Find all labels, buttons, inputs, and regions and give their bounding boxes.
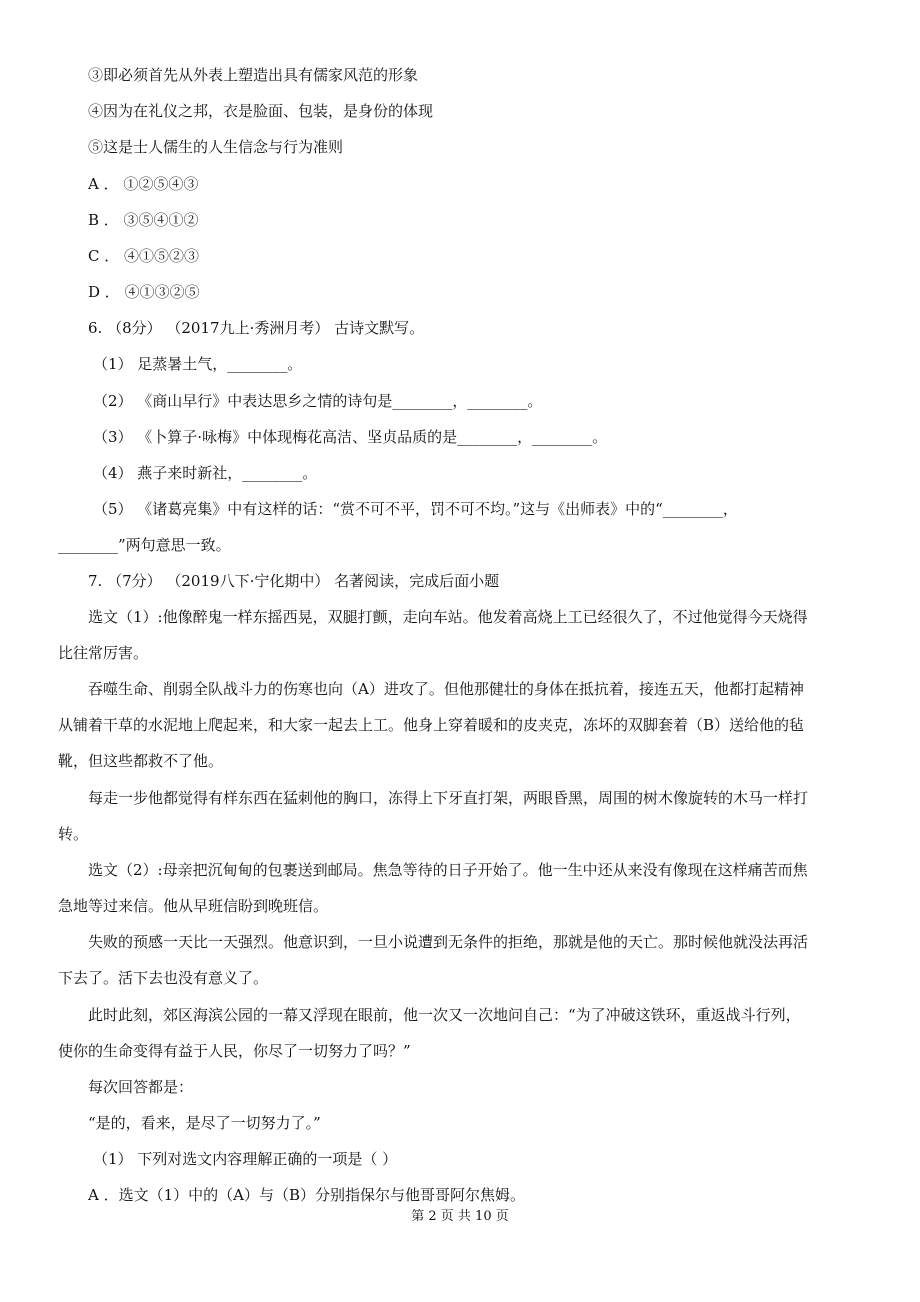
q5-option-d[interactable]: D ． ④①③②⑤: [88, 283, 200, 301]
q5-item-5: ⑤这是士人儒生的人生信念与行为准则: [88, 138, 344, 156]
q7-header: 7. （7分） （2019八下·宁化期中） 名著阅读，完成后面小题: [88, 572, 500, 590]
q6-item-2: （2） 《商山早行》中表达思乡之情的诗句是________，________。: [93, 392, 543, 410]
q5-option-c[interactable]: C ． ④①⑤②③: [88, 247, 200, 265]
q6-item-5-line1: （5） 《诸葛亮集》中有这样的话：“赏不可不平，罚不可不均。”这与《出师表》中的“________，: [93, 500, 738, 518]
q7-passage-8: “是的，看来，是尽了一切努力了。”: [88, 1114, 321, 1132]
q6-item-3: （3） 《卜算子·咏梅》中体现梅花高洁、坚贞品质的是________，________。: [93, 428, 608, 446]
q7-passage-2-line2: 从铺着干草的水泥地上爬起来，和大家一起去上工。他身上穿着暖和的皮夹克，冻坏的双脚套着（B）送给他的毡: [58, 716, 805, 734]
q7-passage-2-line3: 靴，但这些都救不了他。: [58, 752, 224, 770]
q7-passage-6-line2: 使你的生命变得有益于人民，你尽了一切努力了吗？”: [58, 1042, 411, 1060]
q5-item-3: ③即必须首先从外表上塑造出具有儒家风范的形象: [88, 66, 419, 84]
q5-option-b[interactable]: B ． ③⑤④①②: [88, 211, 199, 229]
q7-passage-2-line1: 吞噬生命、削弱全队战斗力的伤寒也向（A）进攻了。但他那健壮的身体在抵抗着，接连五天，他都打起精神: [88, 680, 804, 698]
q7-passage-6-line1: 此时此刻，郊区海滨公园的一幕又浮现在眼前，他一次又一次地问自己：“为了冲破这铁环，重返战斗行列，: [88, 1006, 801, 1024]
q6-header: 6. （8分） （2017九上·秀洲月考） 古诗文默写。: [88, 319, 425, 337]
q7-passage-7: 每次回答都是：: [88, 1078, 194, 1096]
q7-sub1-option-a[interactable]: A ．选文（1）中的（A）与（B）分别指保尔与他哥哥阿尔焦姆。: [88, 1186, 526, 1204]
q7-passage-5-line1: 失败的预感一天比一天强烈。他意识到，一旦小说遭到无条件的拒绝，那就是他的天亡。那时候他就没法再活: [88, 933, 809, 951]
q7-passage-1-line2: 比往常厉害。: [58, 644, 149, 662]
q7-passage-4-line1: 选文（2）:母亲把沉甸甸的包裹送到邮局。焦急等待的日子开始了。他一生中还从来没有像现在这样痛苦而焦: [88, 861, 808, 879]
q7-passage-5-line2: 下去了。活下去也没有意义了。: [58, 969, 269, 987]
page-footer: 第 2 页 共 10 页: [411, 1209, 509, 1224]
q7-passage-3-line2: 转。: [58, 825, 89, 843]
q5-option-a[interactable]: A ． ①②⑤④③: [88, 175, 199, 193]
q7-passage-4-line2: 急地等过来信。他从早班信盼到晚班信。: [58, 897, 329, 915]
q6-item-4: （4） 燕子来时新社，________。: [93, 464, 318, 482]
q5-item-4: ④因为在礼仪之邦，衣是脸面、包装，是身份的体现: [88, 102, 434, 120]
q7-subquestion-1: （1） 下列对选文内容理解正确的一项是（ ）: [93, 1150, 398, 1168]
q7-passage-3-line1: 每走一步他都觉得有样东西在猛刺他的胸口，冻得上下牙直打架，两眼昏黑，周围的树木像旋转的木马一样打: [88, 789, 809, 807]
q6-item-1: （1） 足蒸暑土气，________。: [93, 355, 303, 373]
q6-item-5-line2: ________”两句意思一致。: [58, 536, 231, 554]
q7-passage-1-line1: 选文（1）:他像醉鬼一样东摇西晃，双腿打颤，走向车站。他发着高烧上工已经很久了，不过他觉得今天烧得: [88, 608, 808, 626]
